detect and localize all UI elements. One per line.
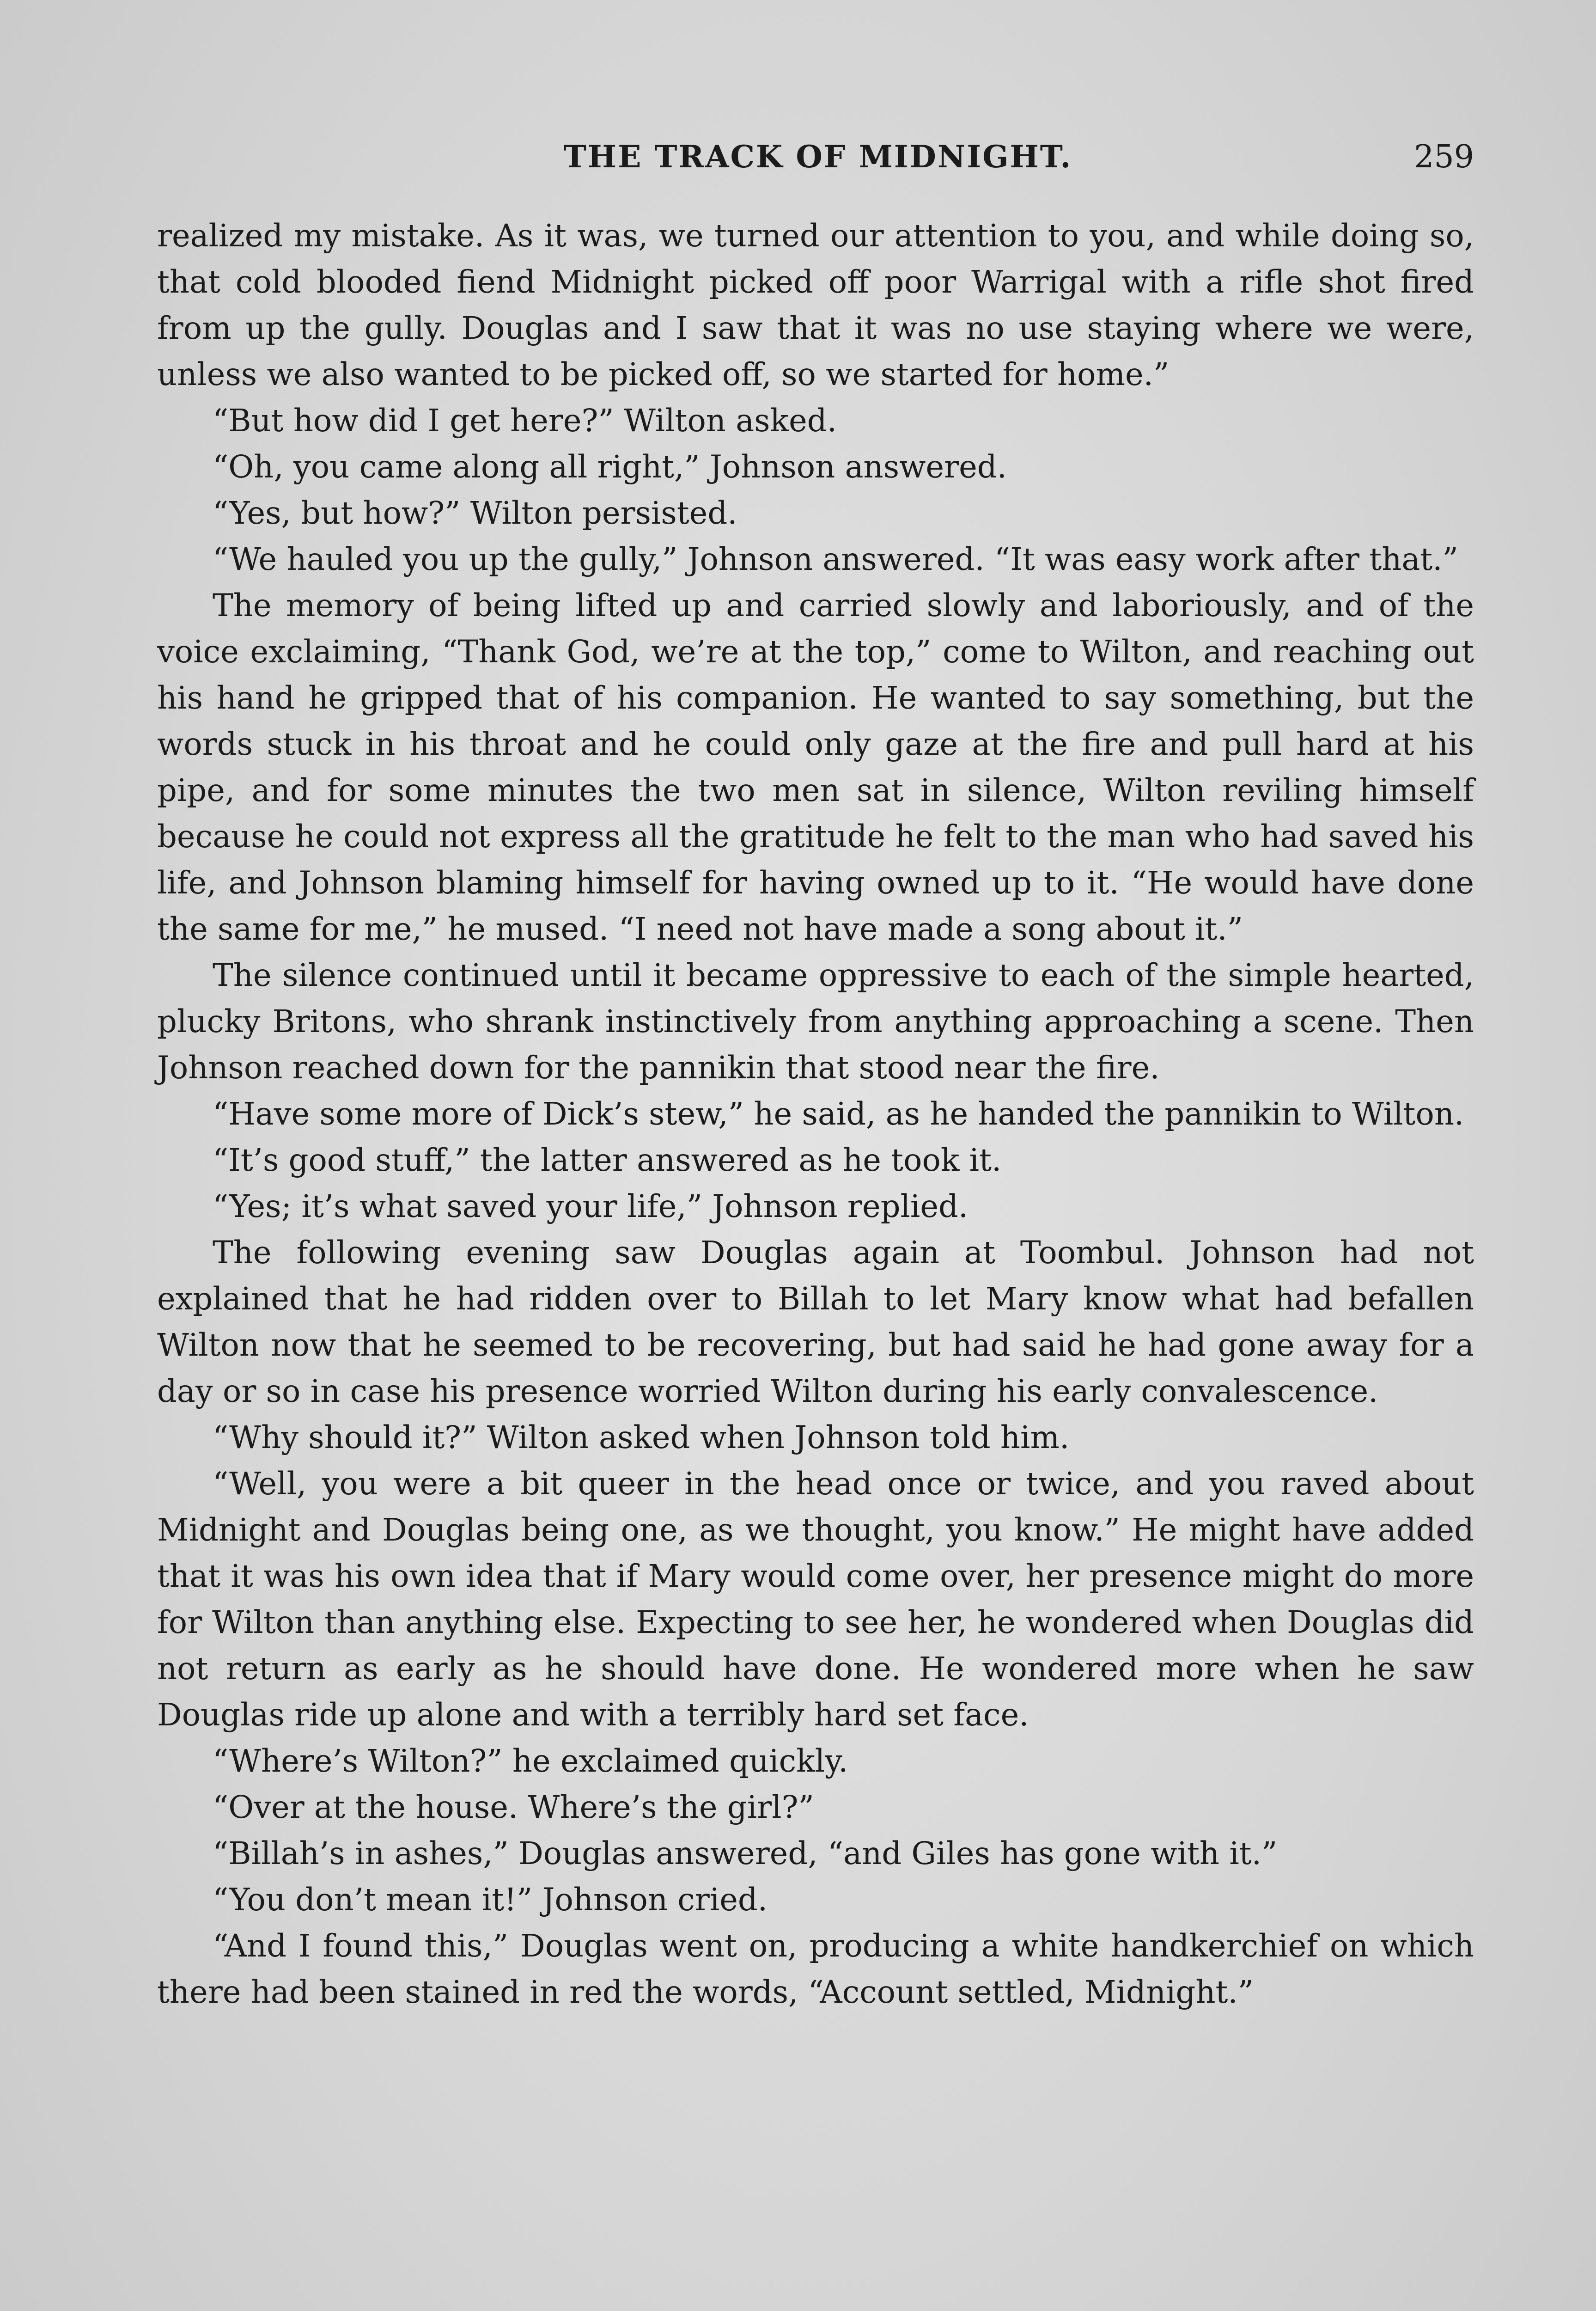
page-number: 259 — [1414, 139, 1474, 175]
paragraph: “Where’s Wilton?” he exclaimed quickly. — [213, 1743, 848, 1779]
paragraph: The silence continued until it became oppressive to each of the simple hearted, plucky Britons, who shrank instinctively from anything approaching a scene. Then Johnson reached down for the pannikin that stood near the fire. — [157, 957, 1474, 1086]
paragraph: “Yes; it’s what saved your life,” Johnson replied. — [213, 1188, 969, 1224]
paragraph: “Oh, you came along all right,” Johnson answered. — [213, 449, 1007, 485]
paragraph: “But how did I get here?” Wilton asked. — [213, 403, 837, 439]
page-header — [162, 139, 1474, 194]
body-text — [157, 213, 1474, 2015]
paragraph: “We hauled you up the gully,” Johnson answered. “It was easy work after that.” — [213, 541, 1458, 577]
paragraph: realized my mistake. As it was, we turned our attention to you, and while doing so, that cold blooded fiend Midnight picked off poor Warrigal with a rifle shot fired from up the gully. Douglas and I saw that it was no use staying where we were, unless we also wanted to be picked off, so we started for home.” — [157, 218, 1474, 392]
paragraph: “Yes, but how?” Wilton persisted. — [213, 495, 737, 531]
paragraph: “Well, you were a bit queer in the head once or twice, and you raved about Midnight and Douglas being one, as we thought, you know.” He might have added that it was his own idea that if Mary would come over, her presence might do more for Wilton than anything else. Expecting to see her, he wondered when Douglas did not return as early as he should have done. He wondered more when he saw Douglas ride up alone and with a terribly hard set face. — [157, 1466, 1474, 1733]
paragraph: “Billah’s in ashes,” Douglas answered, “and Giles has gone with it.” — [213, 1835, 1278, 1871]
paragraph: “Have some more of Dick’s stew,” he said, as he handed the pannikin to Wilton. — [213, 1096, 1464, 1132]
paragraph: “You don’t mean it!” Johnson cried. — [213, 1882, 768, 1918]
running-title: THE TRACK OF MIDNIGHT. — [563, 139, 1072, 175]
paragraph: “It’s good stuff,” the latter answered as he took it. — [213, 1142, 1002, 1178]
paragraph: “And I found this,” Douglas went on, producing a white handkerchief on which there had been stained in red the words, “Account settled, Midnight.” — [157, 1928, 1474, 2010]
paragraph: The following evening saw Douglas again at Toombul. Johnson had not explained that he had ridden over to Billah to let Mary know what had befallen Wilton now that he seemed to be recovering, but had said he had gone away for a day or so in case his presence worried Wilton during his early convalescence. — [157, 1235, 1474, 1409]
paragraph: “Why should it?” Wilton asked when Johnson told him. — [213, 1419, 1070, 1455]
paragraph: “Over at the house. Where’s the girl?” — [213, 1789, 814, 1825]
paragraph: The memory of being lifted up and carried slowly and laboriously, and of the voice exclaiming, “Thank God, we’re at the top,” come to Wilton, and reaching out his hand he gripped that of his companion. He wanted to say something, but the words stuck in his throat and he could only gaze at the fire and pull hard at his pipe, and for some minutes the two men sat in silence, Wilton reviling himself because he could not express all the gratitude he felt to the man who had saved his life, and Johnson blaming himself for having owned up to it. “He would have done the same for me,” he mused. “I need not have made a song about it.” — [157, 587, 1474, 947]
